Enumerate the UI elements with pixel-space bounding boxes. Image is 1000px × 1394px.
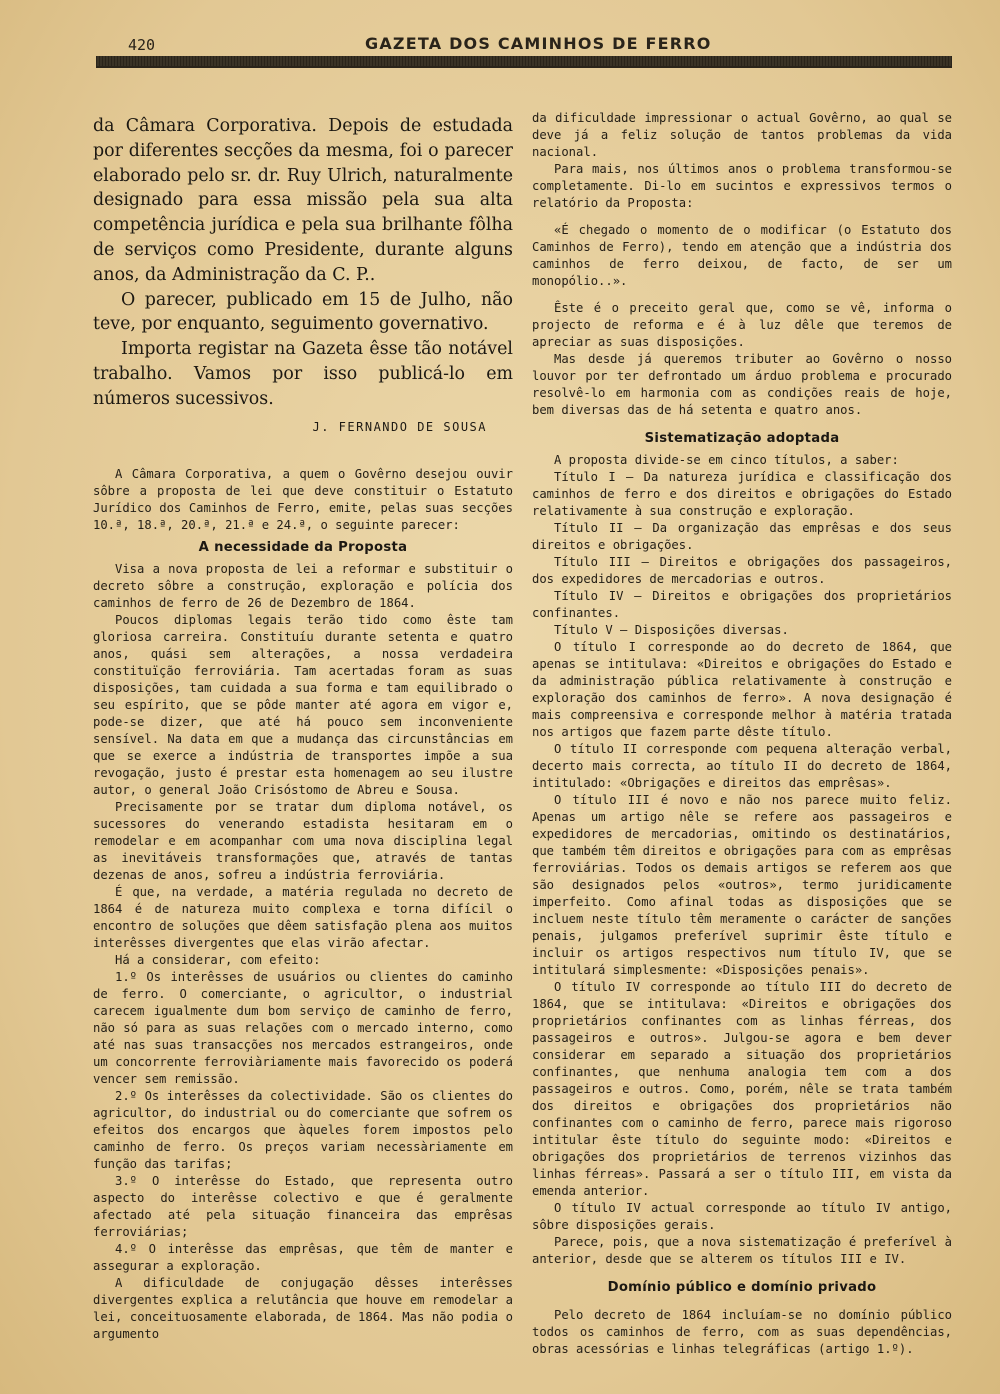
body-paragraph: Mas desde já queremos tributer ao Govêrno o nosso louvor por ter defrontado um árduo problema e procurado resolvê-lo em harmonia com as condições reais de hoje, bem diversas das de há setenta e quatro anos. [532,352,952,417]
body-paragraph: Pelo decreto de 1864 incluíam-se no domínio público todos os caminhos de ferro, com as suas dependências, obras acessórias e linhas telegráficas (artigo 1.º). [532,1308,952,1356]
body-paragraph: Há a considerar, com efeito: [115,952,321,967]
body-paragraph: A proposta divide-se em cinco títulos, a saber: [554,453,899,467]
body-paragraph: Poucos diplomas legais terão tido como êste tam gloriosa carreira. Constituíu durante setenta e quatro anos, quási sem alterações, a nossa verdadeira constituïção ferroviária. Tam acertadas foram as suas disposições, tam cuidada a sua forma e tam equilibrado o seu espírito, que se pôde manter até agora em vigor e, pode-se dizer, que até há pouco sem inconveniente sensível. Na data em que a mudança das circunstâncias em que se exerce a indústria de transportes impõe a sua revogação, justo é prestar esta homenagem ao seu ilustre autor, o general João Crisóstomo de Abreu e Sousa. [93,612,513,797]
body-paragraph: O título III é novo e não nos parece muito feliz. Apenas um artigo nêle se refere aos passageiros e expedidores de mercadorias, omitindo os destinatários, que também têm direitos e obrigações para com as emprêsas ferroviárias. Todos os demais artigos se referem aos que são designados pelos «outros», termo juridicamente imperfeito. Como afinal todas as disposições que se incluem neste título têm meramente o carácter de sanções penais, julgamos preferível suprimir êste título e incluir os artigos respectivos num título IV, que se intitulará simplesmente: «Disposições penais». [532,793,952,977]
page-header [90,30,952,76]
section-heading: Domínio público e domínio privado [607,1280,877,1295]
body-paragraph: Visa a nova proposta de lei a reformar e substituir o decreto sôbre a construção, exploração e polícia dos caminhos de ferro de 26 de Dezembro de 1864. [93,561,513,610]
quoted-passage: «É chegado o momento de o modificar (o Estatuto dos Caminhos de Ferro), tendo em atenção que a indústria dos caminhos de ferro deixou, de facto, de ser um monopólio..». [532,223,952,288]
section-heading: A necessidade da Proposta [198,539,408,555]
body-paragraph: Precisamente por se tratar dum diploma notável, os sucessores do venerando estadista hesitaram em o remodelar e em acompanhar com uma nova disciplina legal as inevitáveis transformações que, através de tantas dezenas de anos, sofreu a indústria ferroviária. [93,799,513,882]
body-paragraph: Para mais, nos últimos anos o problema transformou-se completamente. Di-lo em sucintos e expressivos termos o relatório da Proposta: [532,162,952,210]
body-paragraph: Título III — Direitos e obrigações dos passageiros, dos expedidores de mercadorias e outros. [532,555,952,586]
body-paragraph: Título I — Da natureza jurídica e classificação dos caminhos de ferro e dos direitos e obrigações do Estado relativamente à sua construção e exploração. [532,470,952,518]
header-rule [96,56,952,68]
body-paragraph: 2.º Os interêsses da colectividade. São os clientes do agricultor, do industrial ou do comerciante que sofrem os efeitos dos encargos que àqueles forem impostos pelo caminho de ferro. Os preços variam necessàriamente em função das tarifas; [93,1088,513,1171]
body-paragraph: Parece, pois, que a nova sistematização é preferível à anterior, desde que se alterem os títulos III e IV. [532,1235,952,1266]
body-paragraph: 3.º O interêsse do Estado, que representa outro aspecto do interêsse colectivo e que é geralmente afectado até pela situação financeira das emprêsas ferroviárias; [93,1173,513,1239]
body-paragraph: Título IV — Direitos e obrigações dos proprietários confinantes. [532,589,952,620]
author-signature: J. FERNANDO DE SOUSA [312,419,487,434]
intro-paragraph: da Câmara Corporativa. Depois de estudada por diferentes secções da mesma, foi o parecer elaborado pelo sr. dr. Ruy Ulrich, naturalmente designado para essa missão pela sua alta competência jurídica e pela sua brilhante fôlha de serviços como Presidente, durante alguns anos, da Administração da C. P.. [93,116,513,285]
editorial-intro [93,114,513,412]
body-paragraph: É que, na verdade, a matéria regulada no decreto de 1864 é de natureza muito complexa e torna difícil o encontro de soluções que dêem satisfação plena aos muitos interêsses divergentes que elas virão afectar. [93,884,513,950]
body-paragraph: O título IV actual corresponde ao título IV antigo, sôbre disposições gerais. [532,1201,952,1232]
body-paragraph: 1.º Os interêsses de usuários ou clientes do caminho de ferro. O comerciante, o agricultor, o industrial carecem igualmente dum bom serviço de caminho de ferro, não só para as suas relações com o mercado interno, como até nas suas transacções nos mercados estrangeiros, onde um concorrente ferroviàriamente mais favorecido os poderá vencer sem remissão. [93,969,513,1086]
intro-paragraph: Importa registar na Gazeta êsse tão notável trabalho. Vamos por isso publicá-lo em números sucessivos. [93,339,513,409]
opening-paragraph: A Câmara Corporativa, a quem o Govêrno desejou ouvir sôbre a proposta de lei que deve constituir o Estatuto Jurídico dos Caminhos de Ferro, emite, pelas suas secções 10.ª, 18.ª, 20.ª, 21.ª e 24.ª, o seguinte parecer: [93,466,513,532]
intro-paragraph: O parecer, publicado em 15 de Julho, não teve, por enquanto, seguimento governativo. [93,289,513,335]
body-paragraph: O título IV corresponde ao título III do decreto de 1864, que se intitulava: «Direitos e obrigações dos proprietários confinantes com as linhas férreas, dos passageiros e outros». Julgou-se agora e bem dever considerar em separado a situação dos proprietários confinantes, que nenhuma analogia tem com a dos passageiros e outros. Como, porém, nêle se trata também dos direitos e obrigações dos proprietários não confinantes com o caminho de ferro, parece mais rigoroso intitular êste título do seguinte modo: «Direitos e obrigações dos proprietários de terrenos vizinhos das linhas férreas». Passará a ser o título III, em vista da emenda anterior. [532,980,952,1198]
body-paragraph: O título II corresponde com pequena alteração verbal, decerto mais correcta, ao título II do decreto de 1864, intitulado: «Obrigações e direitos das emprêsas». [532,742,952,790]
page-number: 420 [128,36,156,54]
body-paragraph: Êste é o preceito geral que, como se vê, informa o projecto de reforma e é à luz dêle que teremos de apreciar as suas disposições. [532,301,952,349]
body-paragraph: 4.º O interêsse das emprêsas, que têm de manter e assegurar a exploração. [93,1241,513,1273]
body-paragraph: O título I corresponde ao do decreto de 1864, que apenas se intitulava: «Direitos e obrigações do Estado e da administração pública relativamente à construção e exploração dos caminhos de ferro». A nova designação é mais compreensiva e corresponde melhor à matéria tratada nos artigos que fazem parte dêste título. [532,640,952,739]
journal-title: GAZETA DOS CAMINHOS DE FERRO [365,34,712,53]
right-column [532,110,952,1358]
body-paragraph: Título V — Disposições diversas. [554,623,789,637]
body-paragraph: A dificuldade de conjugação dêsses interêsses divergentes explica a relutância que houve em remodelar a lei, conceituosamente elaborada, de 1864. Mas não podia o argumento [93,1275,513,1341]
body-paragraph: Título II — Da organização das emprêsas e dos seus direitos e obrigações. [532,521,952,552]
body-paragraph: da dificuldade impressionar o actual Govêrno, ao qual se deve já a feliz solução de tantos problemas da vida nacional. [532,111,952,159]
left-column [93,114,513,1343]
section-heading: Sistematização adoptada [644,431,840,446]
